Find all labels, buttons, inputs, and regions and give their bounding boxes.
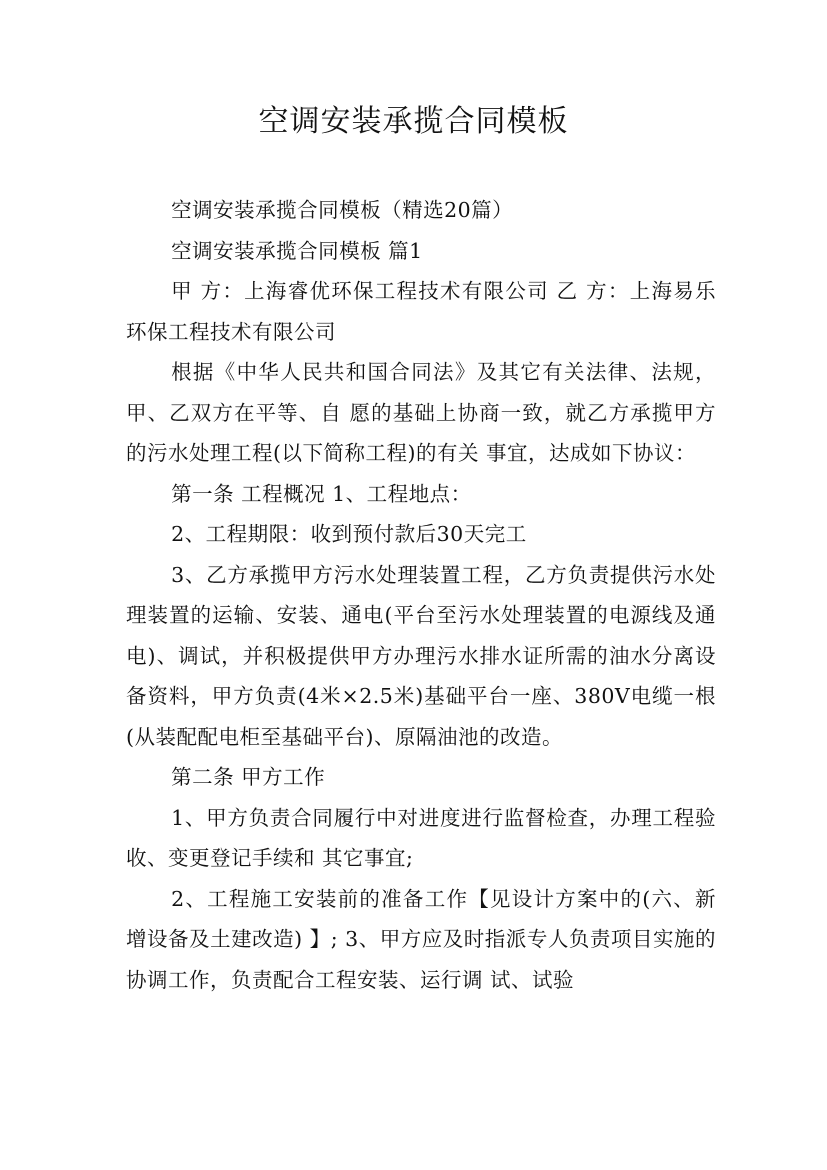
document-body (126, 190, 716, 1000)
document-title: 空调安装承揽合同模板 (258, 104, 569, 139)
paragraph-article-1: 第一条 工程概况 1、工程地点： (171, 481, 472, 506)
paragraph-section-heading: 空调安装承揽合同模板 篇1 (171, 238, 423, 263)
paragraph-duty-2: 2、工程施工安装前的准备工作【见设计方案中的(六、新增设备及土建改造) 】; 3、甲方应及时指派专人负责项目实施的协调工作，负责配合工程安装、运行调 试、试验 (126, 886, 716, 992)
paragraph-preamble: 根据《中华人民共和国合同法》及其它有关法律、法规，甲、乙双方在平等、自 愿的基础上协商一致，就乙方承揽甲方的污水处理工程(以下简称工程)的有关 事宜，达成如下协议： (126, 360, 716, 465)
paragraph-duty-1: 1、甲方负责合同履行中对进度进行监督检查，办理工程验收、变更登记手续和 其它事宜; (126, 805, 716, 870)
paragraph-schedule: 2、工程期限：收到预付款后30天完工 (171, 522, 527, 546)
paragraph-scope: 3、乙方承揽甲方污水处理装置工程，乙方负责提供污水处理装置的运输、安装、通电(平台至污水处理装置的电源线及通电)、调试，并积极提供甲方办理污水排水证所需的油水分离设备资料，甲方负责(4米×2.5米)基础平台一座、380V电缆一根(从装配配电柜至基础平台)、原隔油池的改造。 (126, 562, 716, 749)
paragraph-parties: 甲 方：上海睿优环保工程技术有限公司 乙 方：上海易乐环保工程技术有限公司 (126, 279, 716, 344)
paragraph-article-2: 第二条 甲方工作 (171, 765, 326, 789)
paragraph-subtitle: 空调安装承揽合同模板（精选20篇） (171, 198, 514, 222)
